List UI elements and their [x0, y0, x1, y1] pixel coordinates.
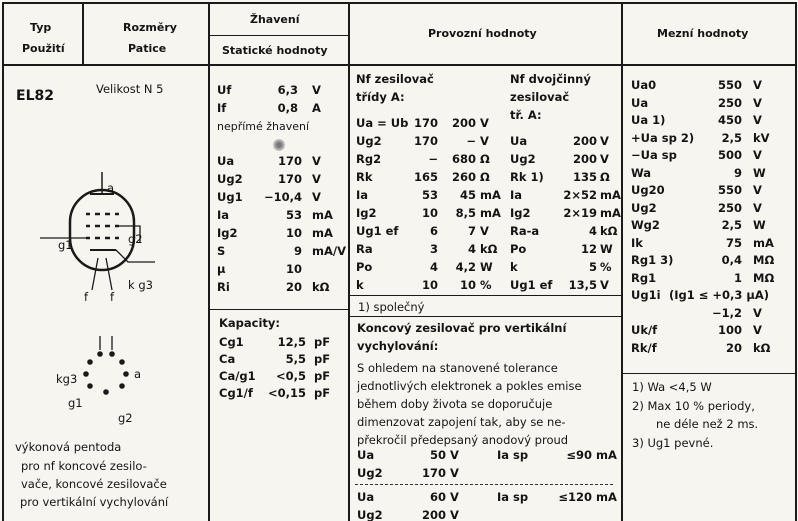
amp-a-value-1: 4 [429, 260, 438, 274]
capacity-unit: pF [314, 386, 331, 400]
description-line-1: výkonová pentoda [15, 440, 122, 454]
amp-a-value-1: 170 [413, 134, 438, 148]
amp-a-unit: V [480, 116, 489, 130]
amp-a-value-2: 8,5 [455, 206, 476, 220]
capacity-value: <0,15 [267, 386, 306, 400]
amp-pp-unit: V [600, 134, 609, 148]
vertical-unit: V [450, 490, 459, 504]
pin-kg3-label: k g3 [128, 278, 153, 292]
vertical-unit: V [450, 448, 459, 462]
limit-symbol: Ua [631, 95, 649, 110]
vertical-symbol: Ug2 [357, 466, 383, 480]
limit-symbol: −Ua sp [631, 148, 677, 162]
limit-value: −1,2 [711, 305, 742, 320]
col-divider-4 [621, 2, 623, 521]
static-symbol: Ua [217, 154, 235, 168]
static-symbol: Ri [217, 280, 230, 294]
amp-pp-unit: mA [600, 188, 621, 202]
static-unit: mA [312, 208, 333, 222]
vertical-value: 200 [421, 508, 446, 521]
capacity-symbol: Cg1 [219, 335, 244, 349]
amp-a-symbol: Rg2 [356, 152, 382, 166]
amp-a-symbol: Rk [356, 170, 373, 184]
amp-a-symbol: Ia [356, 188, 369, 202]
amp-a-value-2: 45 [459, 188, 476, 202]
amp-pp-unit: % [600, 260, 612, 274]
limit-value: 550 [717, 78, 742, 92]
col-divider-3 [348, 2, 350, 521]
amp-pp-symbol: Ua [510, 134, 528, 148]
amp-a-unit: V [480, 224, 489, 238]
limit-symbol: Ug20 [631, 183, 665, 197]
vertical-title-1: Koncový zesilovač pro vertikální [357, 321, 567, 335]
amp-pp-unit: mA [600, 206, 621, 220]
capacity-value: 5,5 [285, 352, 306, 366]
amp-pp-symbol: Ig2 [510, 206, 531, 220]
amp-a-value-2: − [466, 134, 476, 148]
static-value: 170 [277, 172, 302, 186]
left-border [2, 2, 4, 521]
static-unit: V [312, 154, 321, 168]
amp-a-value-2: 260 [451, 170, 476, 184]
limit-unit: V [753, 148, 762, 162]
vertical-unit: V [450, 508, 459, 521]
header-zhaveni: Žhavení [250, 13, 300, 26]
top-border [2, 2, 796, 4]
static-unit: mA/V [312, 244, 346, 258]
amp-pp-title-3: tř. A: [510, 108, 542, 122]
description-line-3: vače, koncové zesilovače [21, 477, 167, 491]
amp-pp-unit: W [600, 242, 613, 256]
limit-symbol: Ik [631, 235, 643, 250]
heating-symbol: If [217, 101, 227, 115]
vertical-divider [348, 316, 621, 317]
capacity-symbol: Cg1/f [219, 386, 253, 400]
amp-pp-value: 4 [588, 224, 597, 238]
tube-type: EL82 [16, 88, 54, 104]
pin-a-label: a [107, 181, 115, 195]
socket-g1: g1 [68, 396, 83, 410]
pin-g1-label: g1 [58, 238, 73, 252]
tube-size: Velikost N 5 [96, 82, 164, 96]
amp-a-value-1: 165 [413, 170, 438, 184]
limit-symbol: Ua0 [631, 78, 657, 92]
amp-pp-title-1: Nf dvojčinný [510, 72, 591, 86]
static-symbol: Ia [217, 208, 230, 222]
header-divider [2, 64, 796, 66]
vertical-text-line: dimenzovat zapojení tak, aby se ne- [357, 415, 566, 429]
vertical-condition: ≤120 [558, 490, 592, 504]
capacities-title: Kapacity: [219, 316, 281, 330]
amp-pp-symbol: Ra-a [510, 224, 540, 238]
right-border [795, 2, 797, 521]
amp-pp-value: 2×19 [563, 206, 597, 220]
amp-a-value-2: 200 [451, 116, 476, 130]
amp-pp-symbol: Ug1 ef [510, 278, 553, 292]
socket-g2: g2 [118, 411, 133, 425]
amp-a-title-2: třídy A: [356, 90, 405, 104]
amp-a-unit: % [480, 278, 492, 292]
limit-unit: V [753, 183, 762, 197]
dashed-separator [355, 484, 613, 485]
vertical-value: 60 [429, 490, 446, 504]
amp-a-value-1: 6 [429, 224, 438, 238]
limit-unit: mA [753, 235, 774, 250]
vertical-text-line: S ohledem na stanovené tolerance [357, 361, 558, 375]
vertical-unit: V [450, 466, 459, 480]
amp-pp-value: 200 [572, 152, 597, 166]
amp-pp-value: 135 [572, 170, 597, 184]
capacity-value: 12,5 [277, 335, 306, 349]
heating-divider [208, 35, 348, 36]
heating-value: 6,3 [277, 83, 298, 97]
limit-symbol: Rk/f [631, 340, 657, 355]
heating-unit: V [312, 83, 321, 97]
limit-value: 2,5 [721, 218, 742, 232]
amp-a-value-1: 3 [429, 242, 438, 256]
amp-pp-unit: kΩ [600, 224, 618, 238]
vertical-text-line: překročil předepsaný anodový proud [357, 433, 569, 447]
limit-value: 1 [733, 270, 742, 285]
limit-symbol: Rg1 [631, 270, 657, 285]
static-unit: mA [312, 226, 333, 240]
pin-g2-label: g2 [128, 232, 143, 246]
amp-pp-symbol: Ia [510, 188, 523, 202]
amp-a-unit: Ω [480, 152, 490, 166]
pin-f2-label: f [110, 290, 115, 304]
capacity-symbol: Ca/g1 [219, 369, 256, 383]
limit-unit: MΩ [753, 253, 775, 267]
amp-pp-unit: Ω [600, 170, 610, 184]
static-symbol: Ug2 [217, 172, 243, 186]
limit-note-4: 3) Ug1 pevné. [632, 436, 714, 450]
limit-symbol: Uk/f [631, 323, 658, 337]
amp-pp-symbol: Po [510, 242, 527, 256]
limit-value: (Ig1 ≤ +0,3 μA) [669, 288, 770, 302]
limit-unit: V [753, 78, 762, 92]
limit-value: 9 [733, 165, 742, 180]
amp-a-value-2: 4,2 [455, 260, 476, 274]
header-patice: Patice [128, 42, 167, 55]
limit-unit: V [753, 113, 762, 127]
static-symbol: Ug1 [217, 190, 243, 204]
description-line-4: pro vertikální vychylování [20, 495, 169, 509]
description-line-2: pro nf koncové zesilo- [21, 459, 147, 473]
heating-value: 0,8 [277, 101, 298, 115]
limit-unit: W [753, 165, 766, 180]
limit-symbol: Ua 1) [631, 113, 666, 127]
amp-a-unit: V [480, 134, 489, 148]
socket-kg3: kg3 [56, 372, 78, 386]
capacity-value: <0,5 [275, 369, 306, 383]
amp-a-value-1: 53 [421, 188, 438, 202]
vertical-symbol: Ua [357, 448, 375, 462]
amp-a-unit: W [480, 260, 493, 274]
vertical-title-2: vychylování: [357, 339, 439, 353]
vertical-symbol: Ug2 [357, 508, 383, 521]
limit-value: 550 [717, 183, 742, 197]
col-divider-1 [82, 2, 84, 66]
socket-a: a [134, 367, 142, 381]
header-mezni: Mezní hodnoty [657, 27, 749, 40]
amp-a-symbol: Ua = Ub [356, 116, 409, 130]
amp-a-value-2: 680 [451, 152, 476, 166]
amp-divider [348, 295, 621, 296]
amp-a-value-2: 10 [459, 278, 476, 292]
amp-a-symbol: Ig2 [356, 206, 377, 220]
amp-a-value-1: 170 [413, 116, 438, 130]
vertical-condition-unit: mA [596, 448, 617, 462]
footnote-spolecny: 1) společný [358, 300, 425, 314]
amp-pp-value: 12 [580, 242, 597, 256]
amp-a-unit: kΩ [480, 242, 498, 256]
amp-a-unit: mA [480, 206, 501, 220]
vertical-symbol: Ua [357, 490, 375, 504]
vertical-condition: ≤90 [566, 448, 592, 462]
limit-unit: V [753, 95, 762, 110]
limit-value: 250 [717, 95, 742, 110]
limit-symbol: Wa [631, 165, 652, 180]
pin-f1-label: f [84, 290, 89, 304]
limit-value: 2,5 [721, 130, 742, 145]
capacity-unit: pF [314, 335, 331, 349]
amp-pp-value: 5 [588, 260, 597, 274]
limit-value: 100 [717, 323, 742, 337]
header-pouziti: Použití [22, 42, 65, 55]
header-typ: Typ [30, 21, 52, 34]
limit-value: 250 [717, 200, 742, 215]
header-staticke: Statické hodnoty [222, 44, 328, 57]
col-divider-2 [208, 2, 210, 521]
limit-unit: V [753, 305, 762, 320]
limit-note-1: 1) Wa <4,5 W [632, 380, 712, 394]
limit-symbol: Wg2 [631, 218, 660, 232]
limit-unit: W [753, 218, 766, 232]
vertical-text-line: během doby života se doporučuje [357, 397, 553, 411]
amp-pp-value: 13,5 [568, 278, 597, 292]
vertical-ia-sp: Ia sp [497, 490, 529, 504]
static-value: 9 [293, 244, 302, 258]
amp-pp-symbol: k [510, 260, 518, 274]
static-value: −10,4 [263, 190, 302, 204]
capacity-unit: pF [314, 369, 331, 383]
static-unit: V [312, 172, 321, 186]
heating-unit: A [312, 101, 321, 115]
limit-unit: kV [753, 130, 770, 145]
amp-pp-title-2: zesilovač [510, 90, 570, 104]
static-symbol: Ig2 [217, 226, 238, 240]
limits-divider [621, 373, 795, 374]
amp-pp-value: 2×52 [563, 188, 597, 202]
static-value: 53 [285, 208, 302, 222]
vertical-value: 170 [421, 466, 446, 480]
limit-unit: MΩ [753, 270, 775, 285]
amp-a-value-1: 10 [421, 206, 438, 220]
header-provozni: Provozní hodnoty [428, 27, 537, 40]
amp-a-symbol: Ra [356, 242, 373, 256]
amp-pp-symbol: Rk 1) [510, 170, 544, 184]
limit-symbol: Ug2 [631, 200, 657, 215]
heating-symbol: Uf [217, 83, 232, 97]
amp-a-value-2: 4 [467, 242, 476, 256]
amp-a-symbol: Ug2 [356, 134, 382, 148]
heating-note: nepřímé žhavení [217, 120, 310, 133]
static-value: 10 [285, 262, 302, 276]
limit-value: 450 [717, 113, 742, 127]
limit-symbol: Rg1 3) [631, 253, 674, 267]
limit-symbol: +Ua sp 2) [631, 130, 695, 145]
static-value: 10 [285, 226, 302, 240]
static-value: 20 [285, 280, 302, 294]
vertical-ia-sp: Ia sp [497, 448, 529, 462]
amp-a-unit: Ω [480, 170, 490, 184]
limit-unit: V [753, 200, 762, 215]
limit-note-2: 2) Max 10 % periody, [632, 399, 755, 413]
amp-a-value-1: − [428, 152, 438, 166]
vertical-text-line: jednotlivých elektronek a pokles emise [357, 379, 582, 393]
amp-pp-unit: V [600, 152, 609, 166]
amp-a-unit: mA [480, 188, 501, 202]
static-value: 170 [277, 154, 302, 168]
header-rozmery: Rozměry [123, 21, 177, 34]
limit-value: 0,4 [721, 253, 742, 267]
amp-a-symbol: Ug1 ef [356, 224, 399, 238]
capacity-symbol: Ca [219, 352, 236, 366]
capacity-unit: pF [314, 352, 331, 366]
static-symbol: μ [217, 262, 226, 276]
amp-pp-symbol: Ug2 [510, 152, 536, 166]
smudge-mark [273, 139, 285, 151]
limit-unit: V [753, 323, 762, 337]
capacity-divider [208, 309, 348, 310]
static-unit: kΩ [312, 280, 330, 294]
amp-pp-unit: V [600, 278, 609, 292]
limit-note-3: ne déle než 2 ms. [656, 417, 759, 431]
static-symbol: S [217, 244, 226, 258]
amp-a-symbol: k [356, 278, 364, 292]
vertical-condition-unit: mA [596, 490, 617, 504]
amp-a-symbol: Po [356, 260, 373, 274]
limit-value: 75 [725, 235, 742, 250]
amp-a-value-1: 10 [421, 278, 438, 292]
amp-a-value-2: 7 [467, 224, 476, 238]
limit-value: 20 [725, 340, 742, 355]
limit-unit: kΩ [753, 340, 771, 355]
limit-value: 500 [717, 148, 742, 162]
amp-a-title-1: Nf zesilovač [356, 72, 434, 86]
static-unit: V [312, 190, 321, 204]
limit-symbol: Ug1i [631, 288, 661, 302]
socket-diagram [78, 336, 140, 408]
vertical-value: 50 [429, 448, 446, 462]
amp-pp-value: 200 [572, 134, 597, 148]
